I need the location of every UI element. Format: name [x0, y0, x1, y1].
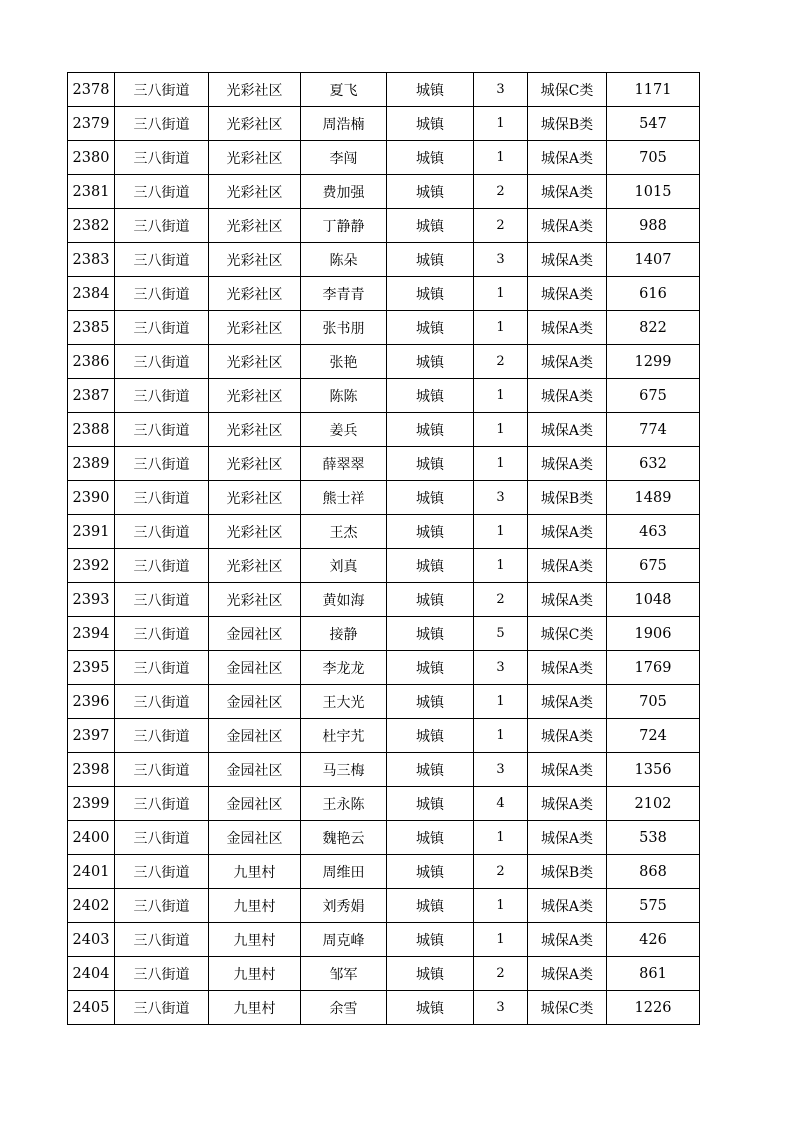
cell-street: 三八街道	[115, 413, 209, 447]
cell-amount: 2102	[607, 787, 700, 821]
cell-area-type: 城镇	[387, 923, 474, 957]
cell-area-type: 城镇	[387, 481, 474, 515]
cell-members: 2	[474, 175, 528, 209]
cell-area-type: 城镇	[387, 617, 474, 651]
cell-id: 2385	[68, 311, 115, 345]
cell-amount: 632	[607, 447, 700, 481]
cell-name: 费加强	[301, 175, 387, 209]
cell-area-type: 城镇	[387, 957, 474, 991]
cell-amount: 861	[607, 957, 700, 991]
cell-street: 三八街道	[115, 549, 209, 583]
table-row	[68, 345, 700, 379]
cell-community: 九里村	[209, 991, 301, 1025]
cell-community: 九里村	[209, 923, 301, 957]
cell-id: 2383	[68, 243, 115, 277]
cell-street: 三八街道	[115, 889, 209, 923]
cell-category: 城保A类	[528, 651, 607, 685]
cell-id: 2401	[68, 855, 115, 889]
cell-id: 2403	[68, 923, 115, 957]
cell-members: 1	[474, 549, 528, 583]
cell-members: 1	[474, 379, 528, 413]
cell-members: 1	[474, 515, 528, 549]
cell-amount: 1769	[607, 651, 700, 685]
cell-street: 三八街道	[115, 855, 209, 889]
cell-name: 邹军	[301, 957, 387, 991]
cell-category: 城保B类	[528, 855, 607, 889]
cell-name: 王永陈	[301, 787, 387, 821]
cell-id: 2389	[68, 447, 115, 481]
table-row	[68, 481, 700, 515]
cell-area-type: 城镇	[387, 447, 474, 481]
cell-community: 光彩社区	[209, 515, 301, 549]
cell-area-type: 城镇	[387, 175, 474, 209]
cell-community: 九里村	[209, 855, 301, 889]
cell-amount: 822	[607, 311, 700, 345]
cell-id: 2395	[68, 651, 115, 685]
cell-amount: 774	[607, 413, 700, 447]
cell-id: 2405	[68, 991, 115, 1025]
cell-name: 周浩楠	[301, 107, 387, 141]
cell-members: 1	[474, 277, 528, 311]
cell-id: 2397	[68, 719, 115, 753]
cell-members: 5	[474, 617, 528, 651]
cell-category: 城保A类	[528, 209, 607, 243]
table-row	[68, 515, 700, 549]
cell-category: 城保A类	[528, 719, 607, 753]
cell-community: 金园社区	[209, 821, 301, 855]
cell-amount: 1226	[607, 991, 700, 1025]
cell-category: 城保A类	[528, 889, 607, 923]
cell-street: 三八街道	[115, 311, 209, 345]
table-row	[68, 447, 700, 481]
cell-community: 光彩社区	[209, 209, 301, 243]
cell-category: 城保A类	[528, 243, 607, 277]
cell-members: 1	[474, 141, 528, 175]
cell-category: 城保A类	[528, 277, 607, 311]
cell-amount: 988	[607, 209, 700, 243]
cell-area-type: 城镇	[387, 515, 474, 549]
cell-area-type: 城镇	[387, 243, 474, 277]
table-row	[68, 243, 700, 277]
cell-members: 2	[474, 957, 528, 991]
cell-area-type: 城镇	[387, 753, 474, 787]
cell-community: 光彩社区	[209, 73, 301, 107]
cell-area-type: 城镇	[387, 107, 474, 141]
cell-street: 三八街道	[115, 651, 209, 685]
cell-street: 三八街道	[115, 107, 209, 141]
cell-community: 光彩社区	[209, 583, 301, 617]
cell-id: 2386	[68, 345, 115, 379]
cell-category: 城保A类	[528, 583, 607, 617]
cell-area-type: 城镇	[387, 141, 474, 175]
cell-members: 1	[474, 923, 528, 957]
cell-id: 2387	[68, 379, 115, 413]
cell-id: 2382	[68, 209, 115, 243]
cell-category: 城保A类	[528, 447, 607, 481]
cell-id: 2390	[68, 481, 115, 515]
table-row	[68, 991, 700, 1025]
cell-area-type: 城镇	[387, 991, 474, 1025]
table-row	[68, 719, 700, 753]
cell-category: 城保C类	[528, 991, 607, 1025]
cell-area-type: 城镇	[387, 379, 474, 413]
cell-name: 李青青	[301, 277, 387, 311]
cell-name: 陈陈	[301, 379, 387, 413]
cell-community: 金园社区	[209, 651, 301, 685]
cell-id: 2381	[68, 175, 115, 209]
cell-amount: 1906	[607, 617, 700, 651]
cell-members: 1	[474, 413, 528, 447]
cell-id: 2398	[68, 753, 115, 787]
cell-amount: 616	[607, 277, 700, 311]
cell-amount: 1356	[607, 753, 700, 787]
cell-amount: 1299	[607, 345, 700, 379]
table-row	[68, 617, 700, 651]
cell-name: 周维田	[301, 855, 387, 889]
cell-category: 城保A类	[528, 345, 607, 379]
cell-street: 三八街道	[115, 243, 209, 277]
cell-area-type: 城镇	[387, 549, 474, 583]
cell-community: 金园社区	[209, 787, 301, 821]
table-row	[68, 141, 700, 175]
cell-name: 杜宇艽	[301, 719, 387, 753]
cell-name: 薛翠翠	[301, 447, 387, 481]
cell-community: 金园社区	[209, 719, 301, 753]
table-row	[68, 821, 700, 855]
cell-amount: 538	[607, 821, 700, 855]
cell-street: 三八街道	[115, 277, 209, 311]
cell-name: 张书朋	[301, 311, 387, 345]
cell-area-type: 城镇	[387, 413, 474, 447]
cell-category: 城保A类	[528, 515, 607, 549]
cell-category: 城保A类	[528, 141, 607, 175]
cell-category: 城保A类	[528, 175, 607, 209]
cell-community: 九里村	[209, 957, 301, 991]
cell-amount: 705	[607, 141, 700, 175]
cell-area-type: 城镇	[387, 685, 474, 719]
cell-members: 3	[474, 243, 528, 277]
cell-street: 三八街道	[115, 481, 209, 515]
cell-category: 城保B类	[528, 481, 607, 515]
cell-community: 光彩社区	[209, 447, 301, 481]
cell-amount: 575	[607, 889, 700, 923]
cell-area-type: 城镇	[387, 583, 474, 617]
cell-street: 三八街道	[115, 175, 209, 209]
cell-category: 城保A类	[528, 379, 607, 413]
cell-id: 2384	[68, 277, 115, 311]
cell-community: 光彩社区	[209, 175, 301, 209]
cell-members: 1	[474, 719, 528, 753]
table-row	[68, 957, 700, 991]
cell-street: 三八街道	[115, 73, 209, 107]
cell-name: 魏艳云	[301, 821, 387, 855]
cell-category: 城保A类	[528, 957, 607, 991]
cell-amount: 1048	[607, 583, 700, 617]
table-row	[68, 413, 700, 447]
cell-amount: 1171	[607, 73, 700, 107]
cell-amount: 1489	[607, 481, 700, 515]
cell-category: 城保A类	[528, 753, 607, 787]
cell-community: 九里村	[209, 889, 301, 923]
cell-community: 光彩社区	[209, 243, 301, 277]
cell-name: 王大光	[301, 685, 387, 719]
cell-street: 三八街道	[115, 787, 209, 821]
cell-community: 光彩社区	[209, 379, 301, 413]
cell-category: 城保A类	[528, 685, 607, 719]
cell-street: 三八街道	[115, 447, 209, 481]
cell-id: 2378	[68, 73, 115, 107]
cell-street: 三八街道	[115, 209, 209, 243]
cell-category: 城保C类	[528, 73, 607, 107]
cell-street: 三八街道	[115, 141, 209, 175]
cell-members: 3	[474, 991, 528, 1025]
table-row	[68, 855, 700, 889]
cell-members: 3	[474, 73, 528, 107]
cell-name: 王杰	[301, 515, 387, 549]
cell-name: 张艳	[301, 345, 387, 379]
cell-street: 三八街道	[115, 583, 209, 617]
cell-name: 陈朵	[301, 243, 387, 277]
cell-amount: 675	[607, 379, 700, 413]
table-row	[68, 277, 700, 311]
cell-street: 三八街道	[115, 617, 209, 651]
cell-category: 城保A类	[528, 549, 607, 583]
cell-members: 2	[474, 345, 528, 379]
cell-category: 城保A类	[528, 923, 607, 957]
table-row	[68, 753, 700, 787]
cell-id: 2391	[68, 515, 115, 549]
cell-name: 余雪	[301, 991, 387, 1025]
cell-amount: 426	[607, 923, 700, 957]
table-row	[68, 311, 700, 345]
cell-name: 马三梅	[301, 753, 387, 787]
cell-amount: 1407	[607, 243, 700, 277]
cell-members: 1	[474, 685, 528, 719]
cell-amount: 1015	[607, 175, 700, 209]
cell-community: 光彩社区	[209, 311, 301, 345]
cell-area-type: 城镇	[387, 277, 474, 311]
cell-id: 2394	[68, 617, 115, 651]
table-row	[68, 107, 700, 141]
cell-community: 光彩社区	[209, 107, 301, 141]
cell-id: 2388	[68, 413, 115, 447]
table-row	[68, 209, 700, 243]
cell-name: 丁静静	[301, 209, 387, 243]
cell-name: 周克峰	[301, 923, 387, 957]
roster-body	[68, 73, 700, 1025]
cell-amount: 463	[607, 515, 700, 549]
cell-category: 城保C类	[528, 617, 607, 651]
cell-area-type: 城镇	[387, 719, 474, 753]
cell-members: 4	[474, 787, 528, 821]
cell-community: 光彩社区	[209, 345, 301, 379]
cell-id: 2392	[68, 549, 115, 583]
cell-area-type: 城镇	[387, 345, 474, 379]
cell-category: 城保A类	[528, 413, 607, 447]
cell-amount: 868	[607, 855, 700, 889]
cell-community: 光彩社区	[209, 141, 301, 175]
cell-members: 1	[474, 821, 528, 855]
cell-amount: 547	[607, 107, 700, 141]
cell-members: 3	[474, 753, 528, 787]
table-row	[68, 651, 700, 685]
cell-street: 三八街道	[115, 923, 209, 957]
cell-area-type: 城镇	[387, 209, 474, 243]
cell-members: 1	[474, 447, 528, 481]
cell-community: 光彩社区	[209, 277, 301, 311]
cell-name: 熊士祥	[301, 481, 387, 515]
cell-name: 李闯	[301, 141, 387, 175]
cell-area-type: 城镇	[387, 311, 474, 345]
cell-name: 刘真	[301, 549, 387, 583]
cell-community: 金园社区	[209, 753, 301, 787]
cell-street: 三八街道	[115, 345, 209, 379]
cell-members: 3	[474, 481, 528, 515]
cell-id: 2402	[68, 889, 115, 923]
cell-id: 2396	[68, 685, 115, 719]
cell-id: 2399	[68, 787, 115, 821]
cell-category: 城保A类	[528, 821, 607, 855]
cell-community: 光彩社区	[209, 481, 301, 515]
table-row	[68, 787, 700, 821]
cell-name: 姜兵	[301, 413, 387, 447]
cell-id: 2400	[68, 821, 115, 855]
table-row	[68, 379, 700, 413]
table-row	[68, 583, 700, 617]
cell-members: 1	[474, 311, 528, 345]
cell-area-type: 城镇	[387, 73, 474, 107]
cell-members: 3	[474, 651, 528, 685]
cell-name: 接静	[301, 617, 387, 651]
cell-community: 金园社区	[209, 685, 301, 719]
table-row	[68, 889, 700, 923]
cell-category: 城保A类	[528, 787, 607, 821]
roster-table	[67, 72, 700, 1025]
cell-area-type: 城镇	[387, 821, 474, 855]
cell-street: 三八街道	[115, 991, 209, 1025]
cell-area-type: 城镇	[387, 651, 474, 685]
cell-street: 三八街道	[115, 957, 209, 991]
cell-area-type: 城镇	[387, 787, 474, 821]
cell-area-type: 城镇	[387, 889, 474, 923]
cell-street: 三八街道	[115, 379, 209, 413]
cell-members: 2	[474, 209, 528, 243]
table-row	[68, 685, 700, 719]
cell-street: 三八街道	[115, 821, 209, 855]
cell-id: 2393	[68, 583, 115, 617]
table-row	[68, 175, 700, 209]
table-row	[68, 923, 700, 957]
table-row	[68, 549, 700, 583]
cell-community: 光彩社区	[209, 549, 301, 583]
cell-members: 2	[474, 855, 528, 889]
cell-members: 1	[474, 889, 528, 923]
cell-name: 黄如海	[301, 583, 387, 617]
cell-category: 城保A类	[528, 311, 607, 345]
cell-id: 2404	[68, 957, 115, 991]
cell-amount: 705	[607, 685, 700, 719]
cell-name: 李龙龙	[301, 651, 387, 685]
cell-street: 三八街道	[115, 753, 209, 787]
cell-street: 三八街道	[115, 719, 209, 753]
table-row	[68, 73, 700, 107]
cell-area-type: 城镇	[387, 855, 474, 889]
cell-name: 刘秀娟	[301, 889, 387, 923]
cell-street: 三八街道	[115, 685, 209, 719]
cell-amount: 675	[607, 549, 700, 583]
cell-street: 三八街道	[115, 515, 209, 549]
cell-members: 1	[474, 107, 528, 141]
cell-id: 2379	[68, 107, 115, 141]
cell-community: 光彩社区	[209, 413, 301, 447]
cell-amount: 724	[607, 719, 700, 753]
cell-name: 夏飞	[301, 73, 387, 107]
cell-category: 城保B类	[528, 107, 607, 141]
cell-community: 金园社区	[209, 617, 301, 651]
cell-members: 2	[474, 583, 528, 617]
cell-id: 2380	[68, 141, 115, 175]
